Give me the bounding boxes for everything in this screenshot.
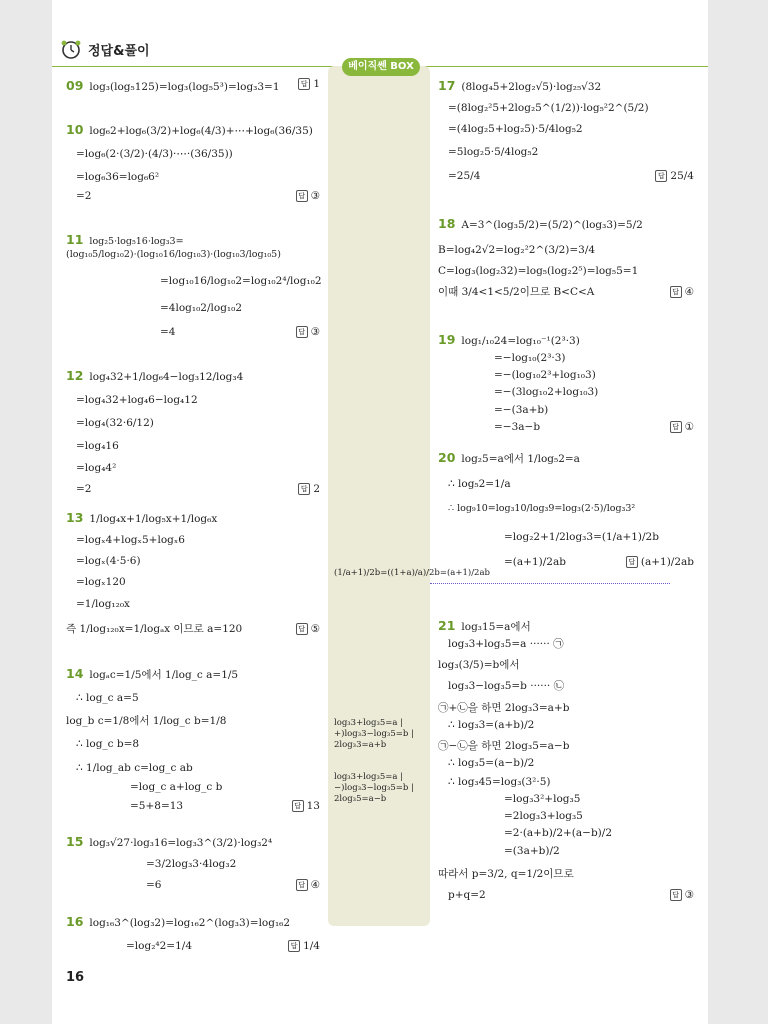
problem-10: [66, 122, 320, 204]
solution-line: log₃3−log₃5=b ······ ㉡: [448, 680, 565, 693]
problem-18: [438, 216, 694, 300]
solution-line: =−(3log₁₀2+log₁₀3): [494, 386, 599, 399]
solution-line: =−3a−b: [494, 420, 541, 433]
solution-line: ㉠+㉡을 하면 2log₃3=a+b: [438, 701, 570, 714]
problem-15: [66, 834, 320, 892]
solution-line: log₃(3/5)=b에서: [438, 659, 520, 672]
problem-09: [66, 78, 320, 94]
answer: 답 1/4: [288, 940, 320, 953]
solution-line: =logₓ(4·5·6): [76, 555, 141, 568]
solution-line: 따라서 p=3/2, q=1/2이므로: [438, 867, 574, 880]
problem-16: [66, 914, 320, 953]
solution-line: =(4log₂5+log₂5)·5/4log₅2: [448, 123, 583, 136]
answer: 답 ①: [670, 421, 694, 434]
page-number: 16: [66, 970, 85, 985]
answer: 답 ④: [296, 879, 320, 892]
solution-line: p+q=2: [448, 888, 486, 901]
answer-mark-icon: 답: [296, 879, 308, 891]
solution-line: =25/4: [448, 169, 481, 182]
solution-line: ∴ log_c a=5: [76, 692, 139, 705]
solution-line: =5+8=13: [130, 799, 184, 812]
solution-line: =4: [160, 325, 176, 338]
answer-mark-icon: 답: [670, 421, 682, 433]
answer: 답 ③: [296, 190, 320, 203]
solution-line: log₃3+log₃5=a ······ ㉠: [448, 638, 564, 651]
answer-mark-icon: 답: [296, 190, 308, 202]
problem-20: [438, 450, 694, 569]
solution-line: 즉 1/log₁₂₀x=1/logₐx 이므로 a=120: [66, 622, 243, 635]
answer-mark-icon: 답: [296, 326, 308, 338]
solution-line: ∴ log₃5=(a−b)/2: [448, 756, 535, 769]
problem-number: 12: [66, 368, 84, 383]
solution-line: log₆2+log₆(3/2)+log₆(4/3)+⋯+log₆(36/35): [89, 125, 313, 137]
solution-line: ∴ log_c b=8: [76, 738, 140, 751]
solution-line: =4log₁₀2/log₁₀2: [160, 302, 243, 315]
solution-line: A=3^(log₃5/2)=(5/2)^(log₃3)=5/2: [461, 219, 643, 231]
solution-page: [52, 0, 708, 1024]
solution-line: B=log₄2√2=log₂²2^(3/2)=3/4: [438, 244, 596, 257]
solution-line: log₃(log₅125)=log₃(log₅5³)=log₃3=1: [89, 81, 280, 93]
solution-line: log₂5·log₅16·log₃3=(log₁₀5/log₁₀2)·(log₁₀16/log₁₀3)·(log₁₀3/log₁₀5): [66, 236, 281, 261]
solution-line: =5log₂5·5/4log₅2: [448, 146, 539, 159]
problem-17: [438, 78, 694, 183]
solution-line: =log₆36=log₆6²: [76, 171, 160, 184]
solution-line: =log₁₀16/log₁₀2=log₁₀2⁴/log₁₀2: [160, 275, 322, 288]
solution-line: =(a+1)/2ab: [504, 556, 566, 569]
solution-line: =log_c a+log_c b: [130, 780, 223, 793]
box-note-21-diff: log₃3+log₃5=a | −)log₃3−log₃5=b | 2log₃5=a−b: [334, 772, 414, 805]
solution-line: ㉠−㉡을 하면 2log₃5=a−b: [438, 739, 570, 752]
problem-number: 11: [66, 232, 84, 247]
answer-mark-icon: 답: [288, 940, 300, 952]
box-leader-line: [430, 583, 670, 584]
solution-line: =(3a+b)/2: [504, 844, 560, 857]
problem-19: [438, 332, 694, 434]
solution-line: 1/log₄x+1/log₅x+1/log₆x: [89, 513, 218, 525]
answer: 답 ④: [670, 286, 694, 299]
solution-line: =2log₃3+log₃5: [504, 810, 583, 823]
answer: 답 1: [298, 78, 320, 91]
box-note-20: (1/a+1)/2b=((1+a)/a)/2b=(a+1)/2ab: [334, 568, 490, 578]
solution-line: =2·(a+b)/2+(a−b)/2: [504, 827, 612, 840]
problem-21: [438, 618, 694, 902]
problem-number: 10: [66, 122, 84, 137]
solution-line: log₂5=a에서 1/log₅2=a: [461, 453, 580, 465]
answer-mark-icon: 답: [670, 889, 682, 901]
problem-12: [66, 368, 320, 496]
problem-number: 15: [66, 834, 84, 849]
answer-mark-icon: 답: [292, 800, 304, 812]
solution-line: =log₄16: [76, 440, 119, 453]
box-note-21-sum: log₃3+log₃5=a | +)log₃3−log₃5=b | 2log₃3=a+b: [334, 718, 414, 751]
problem-number: 21: [438, 618, 456, 633]
solution-line: log₁/₁₀24=log₁₀⁻¹(2³·3): [461, 335, 580, 347]
page-title: 정답&풀이: [88, 43, 150, 59]
solution-line: =log₄32+log₄6−log₄12: [76, 394, 198, 407]
answer: 답 25/4: [655, 170, 694, 183]
solution-line: =log₆(2·(3/2)·(4/3)·⋯·(36/35)): [76, 148, 233, 161]
problem-number: 14: [66, 666, 84, 681]
solution-line: =−(3a+b): [494, 403, 549, 416]
answer: 답 ⑤: [296, 623, 320, 636]
solution-line: log_b c=1/8에서 1/log_c b=1/8: [66, 715, 227, 728]
problem-13: [66, 510, 320, 636]
problem-number: 18: [438, 216, 456, 231]
solution-line: =2: [76, 190, 92, 203]
solution-line: =1/log₁₂₀x: [76, 597, 130, 610]
solution-line: =log₂2+1/2log₃3=(1/a+1)/2b: [504, 531, 659, 544]
solution-line: =(8log₂²5+2log₂5^(1/2))·log₅²2^(5/2): [448, 102, 649, 115]
solution-line: (8log₄5+2log₂√5)·log₂₅√32: [461, 81, 602, 93]
solution-line: log₄32+1/log₆4−log₃12/log₃4: [89, 371, 244, 383]
solution-line: ∴ log₉10=log₃10/log₃9=log₃(2·5)/log₃3²: [448, 503, 636, 515]
answer: 답 ③: [296, 326, 320, 339]
solution-line: ∴ 1/log_ab c=log_c ab: [76, 761, 193, 774]
problem-number: 13: [66, 510, 84, 525]
page-header: [58, 36, 150, 62]
answer-mark-icon: 답: [296, 623, 308, 635]
problem-number: 19: [438, 332, 456, 347]
solution-line: log₃√27·log₃16=log₃3^(3/2)·log₃2⁴: [89, 837, 273, 849]
answer: 답 13: [292, 800, 320, 813]
solution-line: =6: [146, 879, 162, 892]
problem-number: 16: [66, 914, 84, 929]
solution-line: =log₂⁴2=1/4: [126, 940, 192, 953]
answer-mark-icon: 답: [298, 78, 310, 90]
problem-number: 09: [66, 78, 84, 93]
alarm-clock-icon: [58, 38, 84, 60]
answer-mark-icon: 답: [655, 170, 667, 182]
solution-line: ∴ log₃45=log₃(3²·5): [448, 776, 551, 788]
answer: 답 (a+1)/2ab: [626, 556, 694, 569]
answer-mark-icon: 답: [298, 483, 310, 495]
solution-line: =−log₁₀(2³·3): [494, 352, 566, 365]
solution-line: =2: [76, 482, 92, 495]
solution-line: log₃15=a에서: [461, 621, 531, 633]
problem-number: 17: [438, 78, 456, 93]
answer-mark-icon: 답: [670, 286, 682, 298]
solution-line: ∴ log₃3=(a+b)/2: [448, 718, 535, 731]
solution-line: log₁₆3^(log₃2)=log₁₆2^(log₃3)=log₁₆2: [89, 917, 291, 929]
basic-box-title: 베이직쎈 BOX: [342, 58, 420, 76]
solution-line: ∴ log₅2=1/a: [448, 478, 511, 491]
solution-line: =log₄(32·6/12): [76, 417, 154, 430]
problem-number: 20: [438, 450, 456, 465]
problem-14: [66, 666, 320, 813]
problem-11: [66, 232, 320, 339]
answer: 답 2: [298, 483, 320, 496]
solution-line: C=log₃(log₂32)=log₅(log₂2⁵)=log₅5=1: [438, 265, 639, 278]
solution-line: =log₃3²+log₃5: [504, 793, 581, 806]
solution-line: =−(log₁₀2³+log₁₀3): [494, 369, 596, 382]
solution-line: =log₄4²: [76, 461, 117, 474]
answer-mark-icon: 답: [626, 556, 638, 568]
answer: 답 ③: [670, 889, 694, 902]
solution-line: logₐc=1/5에서 1/log_c a=1/5: [89, 669, 239, 681]
solution-line: =3/2log₃3·4log₃2: [146, 858, 237, 871]
solution-line: 이때 3/4<1<5/2이므로 B<C<A: [438, 286, 595, 299]
solution-line: =logₓ120: [76, 576, 126, 589]
solution-line: =logₓ4+logₓ5+logₓ6: [76, 534, 185, 547]
